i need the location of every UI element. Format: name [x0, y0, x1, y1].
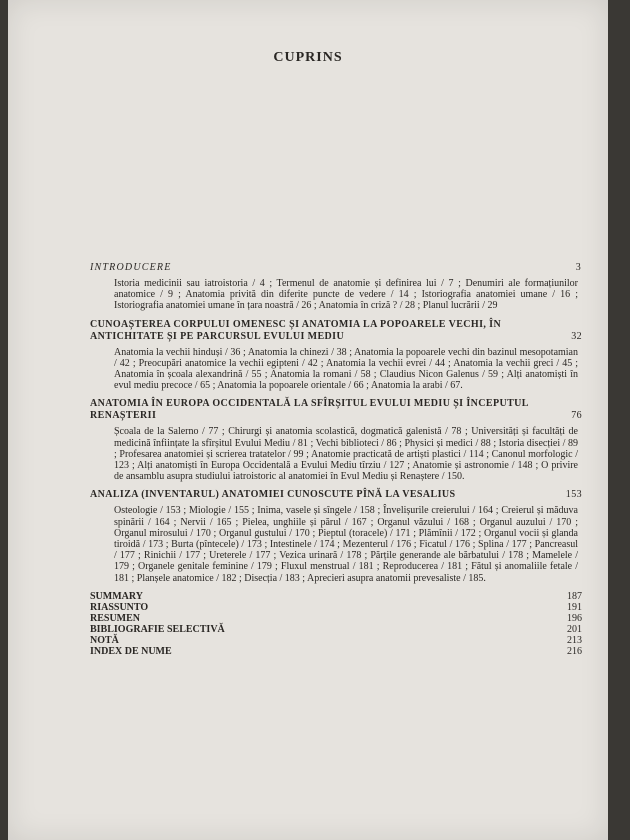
chapter-page-number: 153 — [565, 489, 582, 501]
backmatter-row — [90, 613, 582, 624]
chapter-title: ANALIZA (INVENTARUL) ANATOMIEI CUNOSCUTE PÎNĂ LA VESALIUS — [90, 489, 456, 501]
chapter-entries: Anatomia la vechii hinduși / 36 ; Anatomia la chinezi / 38 ; Anatomia la popoarele vechi din bazinul mesopotamian / 42 ; Preocupări anatomice la vechii egipteni / 42 ; Anatomia la vechii evrei / 44 ; Anatomia la vechii greci / 45 ; Anatomia în școala alexandrină / 55 ; Anatomia la romani / 58 ; Claudius Nicon Galenus / 59 ; Alți anatomiști în evul mediu precoce / 65 ; Anatomia la popoarele orientale / 66 ; Anatomia la arabi / 67. — [114, 346, 578, 392]
table-of-contents — [90, 262, 582, 657]
backmatter-label: RESUMEN — [90, 612, 141, 624]
backmatter-row — [90, 646, 582, 657]
backmatter-page-number: 213 — [567, 634, 582, 646]
chapter-entries: Istoria medicinii sau iatroistoria / 4 ; Termenul de anatomie și definirea lui / 7 ; Denumiri ale formațiunilor anatomice / 9 ; Anatomia privită din diferite puncte de vedere / 14 ; Istoriografia anatomiei umane / 16 ; Istoriografia anatomiei umane în țara noastră / 26 ; Anatomia în criză ? / 28 ; Planul lucrării / 29 — [114, 278, 578, 312]
backmatter-row — [90, 624, 582, 635]
chapter-page-number: 3 — [575, 262, 582, 273]
chapter-entries: Școala de la Salerno / 77 ; Chirurgi și anatomia scolastică, dogmatică galenistă / 78 ; Universități și facultăți de medicină înființate la sfîrșitul Evului Mediu / 81 ; Vechi biblioteci / 86 ; Physici și medici / 88 ; Istoria disecției / 89 ; Profesarea anatomiei și scrierea tratatelor / 99 ; Anatomie practicată de artiști plastici / 114 ; Canonul morfologic / 123 ; Alți anatomiști în Europa Occidentală a Evului Mediu tîrziu / 127 ; Anatomie și astronomie / 148 ; O privire de ansamblu asupra studiului iatroistoric al anatomiei în Evul Mediu și Renaștere / 150. — [114, 426, 578, 483]
backmatter-label: NOTĂ — [90, 634, 119, 646]
backmatter-page-number: 196 — [567, 612, 582, 624]
page-title: CUPRINS — [273, 50, 343, 65]
backmatter-row — [90, 602, 582, 613]
chapter-title: ANATOMIA ÎN EUROPA OCCIDENTALĂ LA SFÎRȘITUL EVULUI MEDIU ȘI ÎNCEPUTUL RENAȘTERII — [90, 398, 529, 422]
backmatter-page-number: 201 — [567, 623, 582, 635]
chapter-title: INTRODUCERE — [90, 262, 172, 273]
toc-chapter-analiza — [90, 489, 582, 583]
backmatter-row — [90, 591, 582, 602]
backmatter-row — [90, 635, 582, 646]
backmatter-label: SUMMARY — [90, 590, 143, 602]
chapter-page-number: 76 — [571, 410, 582, 422]
backmatter-label: BIBLIOGRAFIE SELECTIVĂ — [90, 623, 225, 635]
toc-chapter-introducere — [90, 262, 582, 312]
chapter-entries: Osteologie / 153 ; Miologie / 155 ; Inima, vasele și sîngele / 158 ; Învelișurile creierului / 164 ; Creierul și măduva spinării / 164 ; Nervii / 165 ; Pielea, unghiile și părul / 167 ; Organul văzului / 168 ; Organul auzului / 170 ; Organul mirosului / 170 ; Organul gustului / 170 ; Pieptul (toracele) / 171 ; Plămînii / 172 ; Organul vocii și glanda tiroidă / 173 ; Burta (pîntecele) / 173 ; Intestinele / 174 ; Mezenterul / 176 ; Ficatul / 176 ; Splina / 177 ; Pancreasul / 177 ; Rinichii / 177 ; Ureterele / 177 ; Vezica urinară / 178 ; Părțile generande ale bărbatului / 178 ; Mamelele / 179 ; Organele genitale feminine / 179 ; Fluxul menstrual / 181 ; Reproducerea / 181 ; Fătul și anomaliile fetale / 181 ; Planșele anatomice / 182 ; Disecția / 183 ; Aprecieri asupra anatomii prevesaliste / 185. — [114, 505, 578, 584]
backmatter-page-number: 216 — [567, 645, 582, 657]
toc-chapter-europa-occidentala — [90, 398, 582, 482]
backmatter-label: INDEX DE NUME — [90, 645, 172, 657]
toc-chapter-popoare-vechi — [90, 319, 582, 392]
backmatter-list — [90, 591, 582, 657]
backmatter-page-number: 191 — [567, 601, 582, 613]
chapter-page-number: 32 — [571, 330, 582, 342]
chapter-title: CUNOAȘTEREA CORPULUI OMENESC ȘI ANATOMIA LA POPOARELE VECHI, ÎN ANTICHITATE ȘI PE PARCURSUL EVULUI MEDIU — [90, 318, 502, 342]
backmatter-page-number: 187 — [567, 590, 582, 602]
book-page — [8, 0, 608, 840]
backmatter-label: RIASSUNTO — [90, 601, 149, 613]
